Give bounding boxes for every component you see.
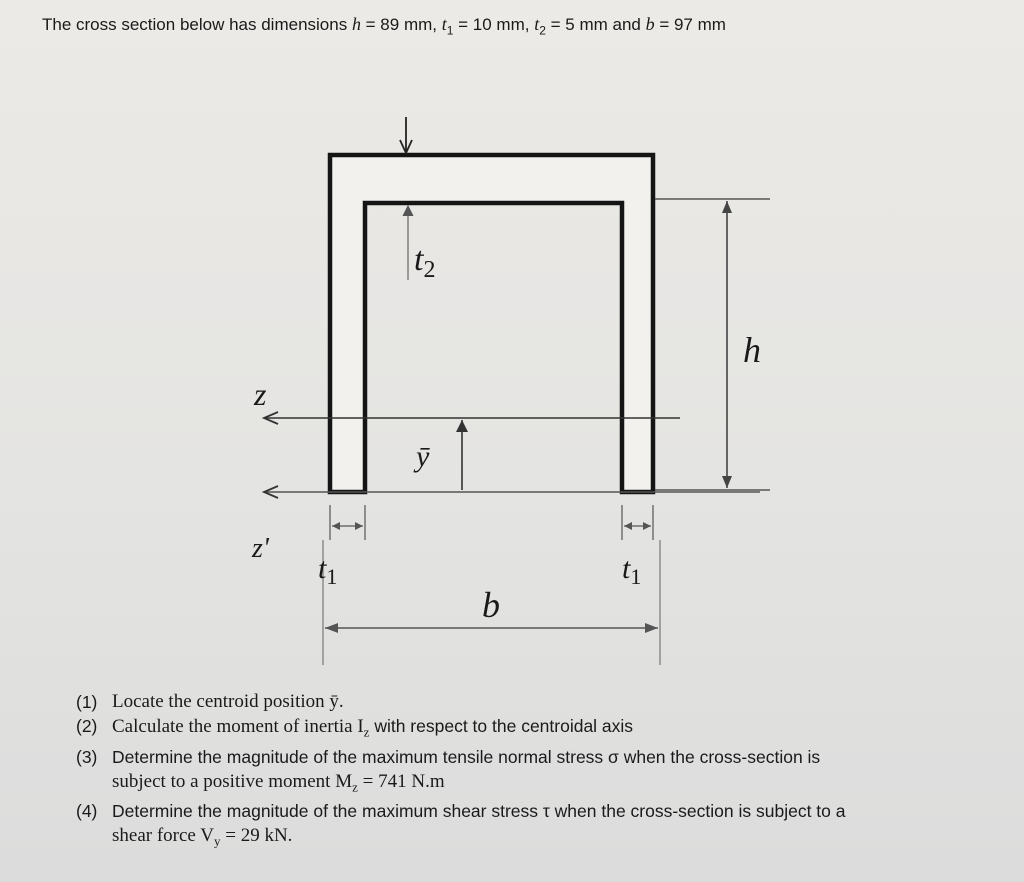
- t1-right-label: $t_1$: [622, 552, 642, 589]
- z-label: z: [254, 376, 267, 412]
- b-value: = 97 mm: [654, 15, 726, 34]
- question-list: [76, 690, 996, 854]
- h-value: = 89 mm,: [360, 15, 442, 34]
- t1-subscript: 1: [446, 23, 454, 38]
- h-arrow-top: [722, 201, 732, 213]
- t2-value: = 5 mm and: [545, 15, 646, 34]
- ybar-label: ȳ: [416, 440, 430, 473]
- ybar-arrowhead: [456, 420, 468, 432]
- t2-dimension-arrowhead: [403, 206, 413, 216]
- question-item: [76, 799, 996, 854]
- z-prime-label: z': [252, 533, 269, 564]
- question-number: (4): [76, 801, 98, 821]
- t1-value: = 10 mm,: [453, 15, 535, 34]
- question-text: Determine the magnitude of the maximum shear stress τ when the cross-section is subject to a shear force $V_y = 29$ kN.: [112, 801, 846, 849]
- question-number: (1): [76, 692, 98, 712]
- t1-left-label: $t_1$: [318, 552, 338, 589]
- t2-label: $t_2$: [414, 241, 436, 283]
- u-channel-section: [330, 155, 653, 492]
- t2-subscript: 2: [539, 23, 546, 38]
- question-number: (2): [76, 716, 98, 736]
- question-text: Calculate the moment of inertia $I_z$ with respect to the centroidal axis: [112, 716, 634, 740]
- b-label: b: [482, 585, 500, 625]
- question-item: [76, 690, 996, 714]
- question-number: (3): [76, 746, 98, 767]
- b-symbol: b: [645, 14, 655, 34]
- h-symbol: h: [351, 14, 361, 34]
- h-arrow-bottom: [722, 476, 732, 488]
- question-item: [76, 714, 996, 745]
- question-item: [76, 745, 996, 800]
- t1-symbol: t: [441, 14, 447, 34]
- h-label: h: [743, 330, 761, 370]
- question-text: Determine the magnitude of the maximum tensile normal stress σ when the cross-section is subject to a positive moment $M_z = 741$ N.m: [112, 746, 821, 794]
- t2-symbol: t: [534, 14, 540, 34]
- question-text: Locate the centroid position ȳ.: [112, 691, 344, 712]
- statement-prefix: The cross section below has dimensions: [42, 15, 352, 34]
